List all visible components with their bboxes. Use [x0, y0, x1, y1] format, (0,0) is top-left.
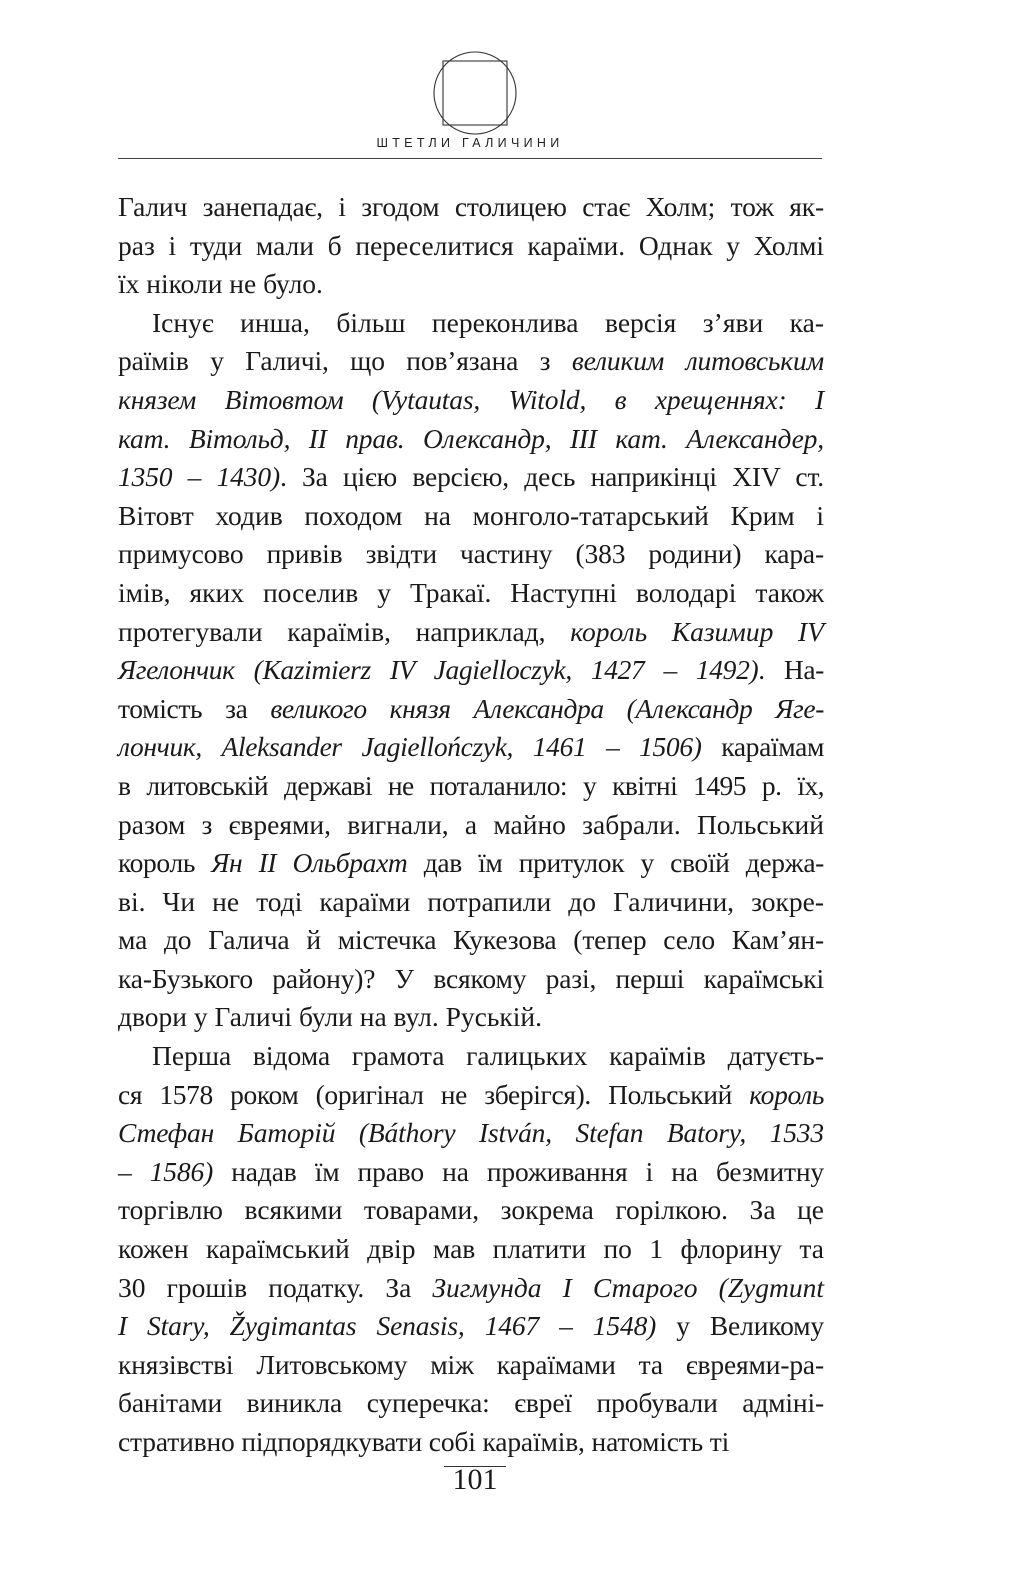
header-rule [118, 158, 822, 159]
body-text [118, 188, 824, 1462]
text-line [118, 420, 824, 459]
italic-segment: великого князя Александра (Александр Яге- [270, 692, 824, 724]
text-segment: караїмам [701, 731, 824, 763]
text-segment: Існує инша, більш переконлива версія з’яви ка- [152, 306, 824, 338]
circle-square-emblem-icon [432, 50, 518, 136]
text-line [118, 227, 824, 266]
text-segment: у Великому [656, 1310, 824, 1342]
italic-segment: Зигмунда I Старого (Zygmunt [432, 1271, 824, 1303]
running-header: ШТЕТЛИ ГАЛИЧИНИ [376, 136, 564, 150]
italic-segment: великим литовським [571, 345, 824, 377]
text-line [118, 188, 824, 227]
italic-segment: лончик, Aleksander Jagiellończyk, 1461 – 1506) [118, 731, 702, 763]
text-line [118, 651, 824, 690]
text-segment: Вітовт ходив походом на монголо-татарський Крим і [118, 499, 824, 531]
text-line [118, 806, 824, 845]
text-line [118, 1153, 824, 1192]
text-segment: кожен караїмський двір мав платити по 1 флорину та [118, 1233, 824, 1265]
text-line [118, 728, 824, 767]
text-line [118, 690, 824, 729]
text-segment: . На- [758, 654, 824, 686]
italic-segment: Стефан Баторій (Báthory István, Stefan Batory, 1533 [118, 1117, 824, 1149]
text-segment: князівстві Литовському між караїмами та євреями-ра- [118, 1348, 824, 1380]
text-line [118, 960, 824, 999]
text-line [118, 998, 824, 1037]
text-segment: двори у Галичі були на вул. Руській. [118, 1001, 542, 1033]
text-line [118, 921, 824, 960]
text-segment: примусово привів звідти частину (383 родини) кара- [118, 538, 824, 570]
text-line [118, 844, 824, 883]
text-line [118, 767, 824, 806]
text-segment: Галич занепадає, і згодом столицею стає Холм; тож як- [118, 191, 824, 222]
text-line [118, 458, 824, 497]
text-line [118, 1307, 824, 1346]
text-segment: імів, яких поселив у Тракаї. Наступні володарі також [118, 576, 824, 608]
text-segment: раз і туди мали б переселитися караїми. Однак у Холмі [118, 229, 824, 261]
italic-segment: князем Вітовтом (Vytautas, Witold, в хрещеннях: I [118, 383, 824, 415]
italic-segment: кат. Вітольд, II прав. Олександр, III кат. Александер, [118, 422, 824, 454]
italic-segment: король [749, 1078, 824, 1110]
text-line [118, 1114, 824, 1153]
text-line [118, 1230, 824, 1269]
text-segment: стративно підпорядкувати собі караїмів, натомість ті [118, 1426, 730, 1457]
text-segment: дав їм притулок у своїй держа- [407, 847, 824, 879]
italic-segment: 1350 – 1430) [118, 461, 280, 493]
italic-segment: I Stary, Žygimantas Senasis, 1467 – 1548) [118, 1310, 657, 1342]
italic-segment: – 1586) [118, 1155, 214, 1187]
text-line [118, 304, 824, 343]
text-line [118, 883, 824, 922]
text-line [118, 1346, 824, 1385]
italic-segment: Ян II Ольбрахт [211, 847, 408, 879]
text-line [118, 1076, 824, 1115]
text-segment: 30 грошів податку. За [118, 1271, 433, 1303]
text-segment: ка-Бузького району)? У всякому разі, перші караїмські [118, 962, 824, 994]
text-line [118, 1037, 824, 1076]
text-line [118, 574, 824, 613]
text-segment: банітами виникла суперечка: євреї пробували адміні- [118, 1387, 824, 1419]
text-segment: ві. Чи не тоді караїми потрапили до Галичини, зокре- [118, 885, 824, 917]
text-segment: . За цією версією, десь наприкінці XIV ст. [279, 461, 824, 493]
text-segment: в литовській державі не поталанило: у квітні 1495 р. їх, [118, 769, 824, 801]
text-line [118, 342, 824, 381]
text-line [118, 497, 824, 536]
text-segment: раїмів у Галичі, що пов’язана з [118, 345, 572, 377]
text-line [118, 1191, 824, 1230]
text-segment: їх ніколи не було. [118, 268, 323, 300]
text-segment: разом з євреями, вигнали, а майно забрали. Польський [118, 808, 824, 840]
page-number: 101 [452, 1463, 498, 1496]
text-segment: томість за [118, 692, 271, 724]
text-line [118, 1269, 824, 1308]
text-segment: торгівлю всякими товарами, зокрема горілкою. За це [118, 1194, 824, 1226]
text-segment: ма до Галича й містечка Кукезова (тепер село Кам’ян- [118, 924, 824, 956]
text-line [118, 265, 824, 304]
text-line [118, 613, 824, 652]
text-line [118, 1423, 824, 1462]
text-segment: король [118, 847, 212, 879]
text-line [118, 381, 824, 420]
text-segment: Перша відома грамота галицьких караїмів датуєть- [152, 1040, 824, 1072]
italic-segment: король Казимир IV [570, 615, 824, 647]
text-segment: протегували караїмів, наприклад, [118, 615, 571, 647]
text-line [118, 535, 824, 574]
italic-segment: Ягелончик (Kazimierz IV Jagielloczyk, 1427 – 1492) [118, 654, 759, 686]
text-segment: ся 1578 роком (оригінал не зберігся). Польський [118, 1078, 750, 1110]
text-segment: надав їм право на проживання і на безмитну [213, 1155, 825, 1187]
text-line [118, 1384, 824, 1423]
